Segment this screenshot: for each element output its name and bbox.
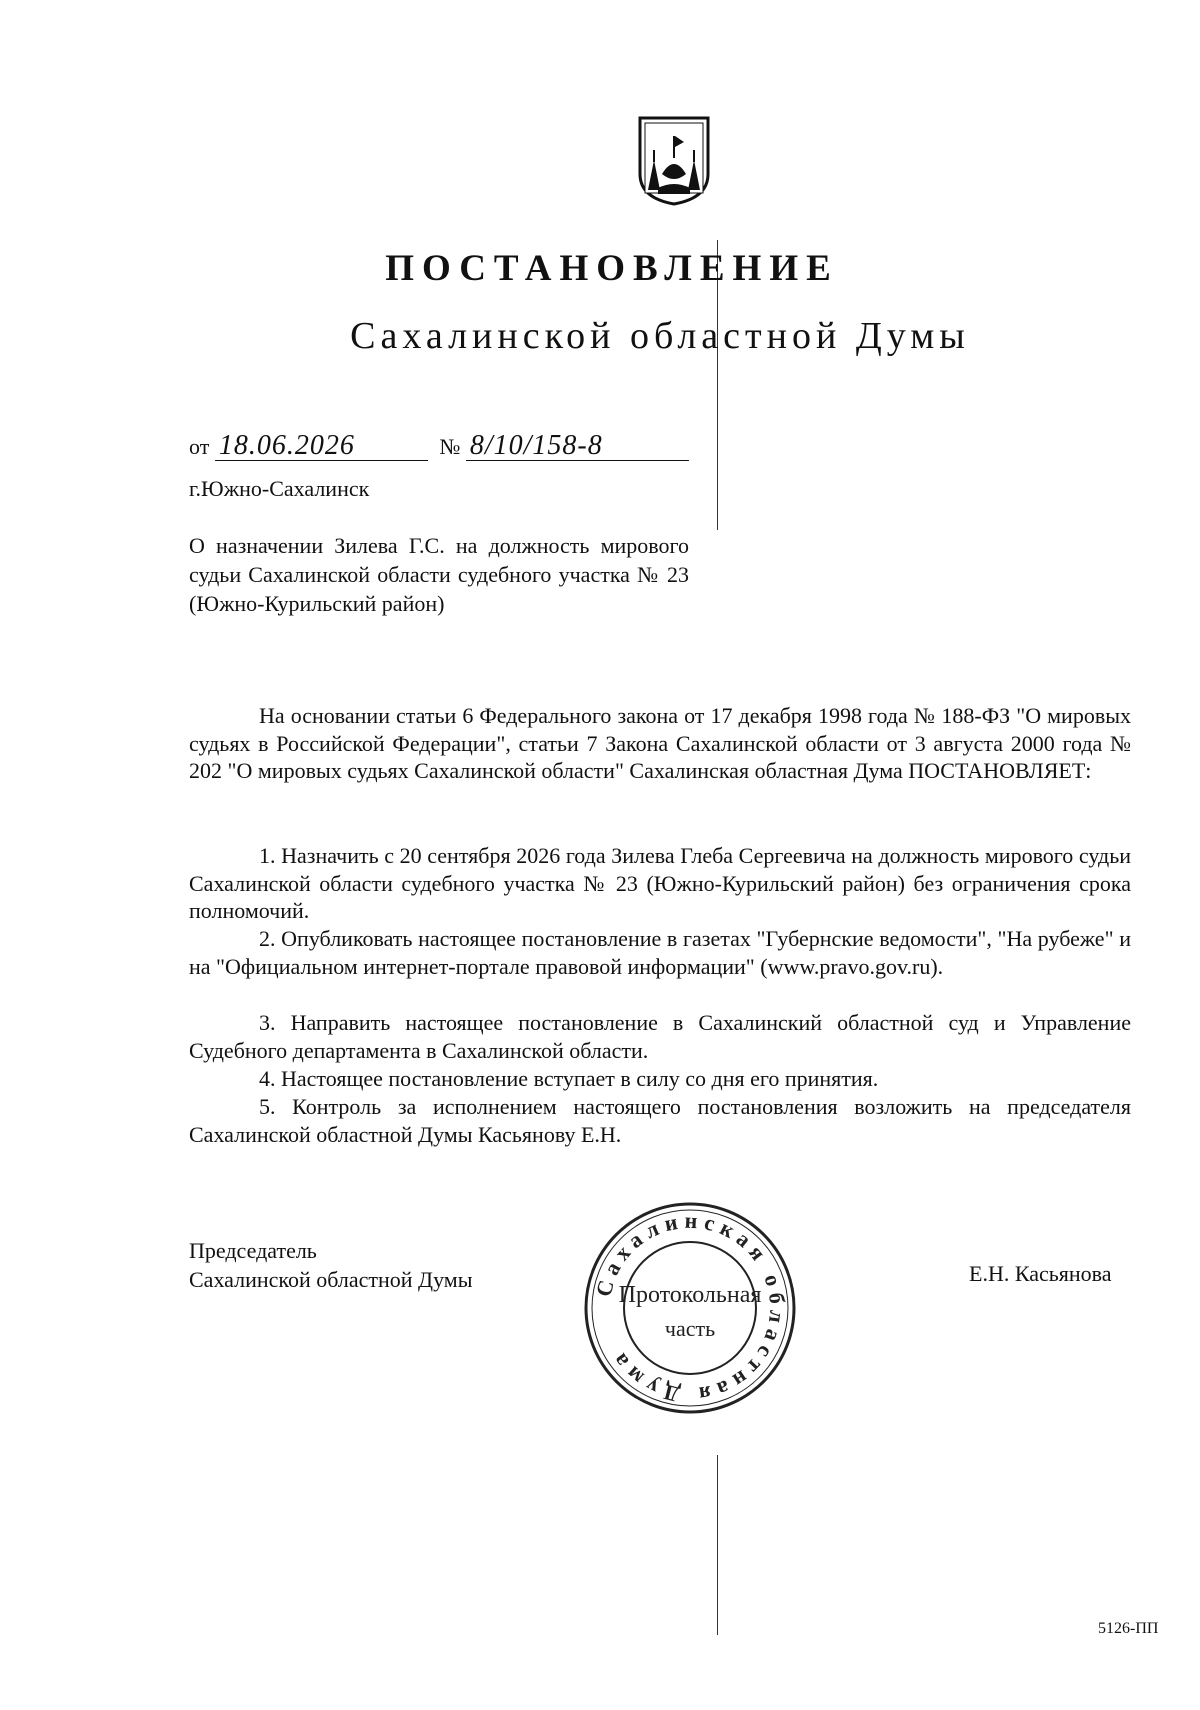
date-prefix: от	[189, 434, 210, 459]
document-title: ПОСТАНОВЛЕНИЕ	[385, 248, 839, 289]
item-3: 3. Направить настоящее постановление в Сахалинский областной суд и Управление Судебного департамента в Сахалинской области.	[189, 1010, 1131, 1063]
official-stamp	[580, 1198, 800, 1418]
signatory-name: Е.Н. Касьянова	[969, 1261, 1112, 1286]
svg-text:Сахалинская областная Дума: Сахалинская областная Дума	[590, 1207, 791, 1409]
document-number: 8/10/158-8	[466, 432, 689, 461]
date-number-line	[189, 432, 689, 461]
item-1: 1. Назначить с 20 сентября 2026 года Зилева Глеба Сергеевича на должность мирового судьи Сахалинской области судебного участка № 23 (Южно-Курильский район) без ограничения срока полномочий.	[189, 843, 1131, 923]
document-date: 18.06.2026	[215, 432, 428, 461]
signatory-position	[189, 1236, 472, 1294]
signatory-position-line2: Сахалинской областной Думы	[189, 1267, 473, 1292]
item-5: 5. Контроль за исполнением настоящего постановления возложить на председателя Сахалинской областной Думы Касьянову Е.Н.	[189, 1094, 1131, 1147]
document-code: 5126-ПП	[1098, 1620, 1159, 1637]
svg-text:часть: часть	[664, 1316, 716, 1341]
document-subject: О назначении Зилева Г.С. на должность мирового судьи Сахалинской области судебного участка № 23 (Южно-Курильский район)	[189, 533, 689, 616]
preamble: На основании статьи 6 Федерального закона от 17 декабря 1998 года № 188-ФЗ "О мировых судьях в Российской Федерации", статьи 7 Закона Сахалинской области от 3 августа 2000 года № 202 "О мировых судьях Сахалинской области" Сахалинская областная Дума ПОСТАНОВЛЯЕТ:	[189, 703, 1131, 783]
item-4: 4. Настоящее постановление вступает в силу со дня его принятия.	[259, 1066, 879, 1091]
item-2: 2. Опубликовать настоящее постановление в газетах "Губернские ведомости", "На рубеже" и на "Официальном интернет-портале правовой информации" (www.pravo.gov.ru).	[189, 926, 1131, 979]
number-prefix: №	[439, 434, 461, 459]
coat-of-arms-icon	[634, 114, 714, 206]
signatory-position-line1: Председатель	[189, 1238, 317, 1263]
document-city: г.Южно-Сахалинск	[189, 476, 370, 501]
svg-text:Протокольная: Протокольная	[618, 1282, 762, 1308]
document-subtitle: Сахалинской областной Думы	[350, 315, 970, 357]
fold-line-lower	[717, 1455, 718, 1635]
